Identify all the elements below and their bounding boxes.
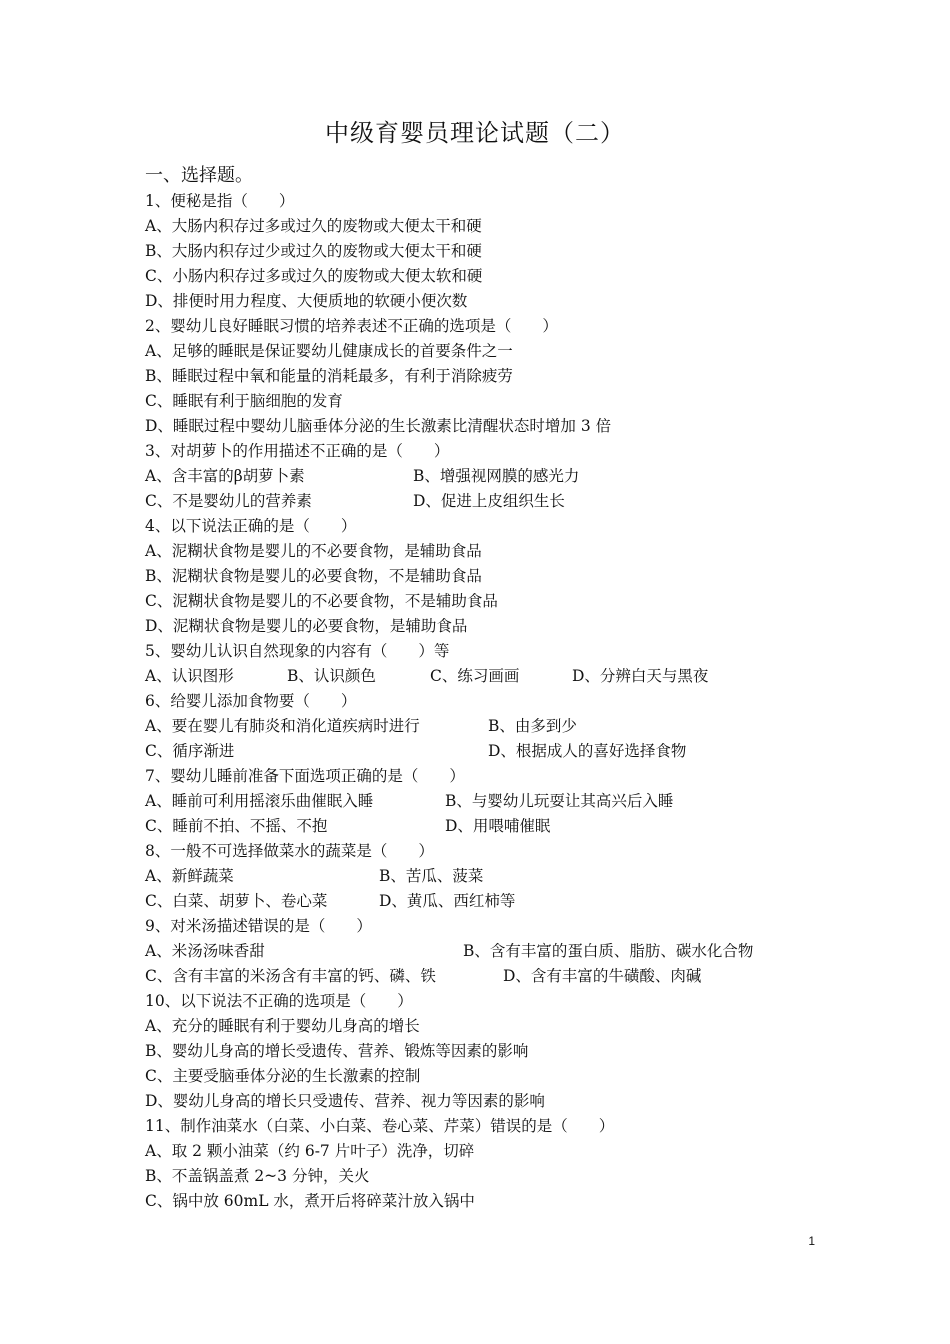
option-b: B、含有丰富的蛋白质、脂肪、碳水化合物 bbox=[463, 942, 754, 960]
section-heading: 一、选择题。 bbox=[145, 165, 253, 186]
option-a: A、含丰富的β胡萝卜素 bbox=[145, 467, 305, 485]
option-a: A、米汤汤味香甜 bbox=[145, 942, 265, 960]
question-text: 11、制作油菜水（白菜、小白菜、卷心菜、芹菜）错误的是（ ） bbox=[145, 1117, 615, 1135]
option-line: A、泥糊状食物是婴儿的不必要食物，是辅助食品 bbox=[145, 542, 482, 560]
option-line: C、泥糊状食物是婴儿的不必要食物，不是辅助食品 bbox=[145, 592, 498, 610]
question-text: 5、婴幼儿认识自然现象的内容有（ ）等 bbox=[145, 642, 450, 660]
option-line: D、睡眠过程中婴幼儿脑垂体分泌的生长激素比清醒状态时增加 3 倍 bbox=[145, 417, 612, 435]
option-d: D、用喂哺催眠 bbox=[445, 817, 551, 835]
page-title: 中级育婴员理论试题（二） bbox=[325, 119, 625, 147]
option-line: B、婴幼儿身高的增长受遗传、营养、锻炼等因素的影响 bbox=[145, 1042, 529, 1060]
question-text: 6、给婴儿添加食物要（ ） bbox=[145, 692, 357, 710]
option-c: C、睡前不拍、不摇、不抱 bbox=[145, 817, 328, 835]
option-line: D、婴幼儿身高的增长只受遗传、营养、视力等因素的影响 bbox=[145, 1092, 545, 1110]
option-line: B、不盖锅盖煮 2~3 分钟，关火 bbox=[145, 1167, 370, 1185]
option-line: A、充分的睡眠有利于婴幼儿身高的增长 bbox=[145, 1017, 420, 1035]
option-c: C、不是婴幼儿的营养素 bbox=[145, 492, 312, 510]
option-line: C、小肠内积存过多或过久的废物或大便太软和硬 bbox=[145, 267, 483, 285]
question-text: 8、一般不可选择做菜水的蔬菜是（ ） bbox=[145, 842, 434, 860]
option-line: D、泥糊状食物是婴儿的必要食物，是辅助食品 bbox=[145, 617, 468, 635]
option-line: C、睡眠有利于脑细胞的发育 bbox=[145, 392, 343, 410]
option-line: A、足够的睡眠是保证婴幼儿健康成长的首要条件之一 bbox=[145, 342, 513, 360]
question-text: 1、便秘是指（ ） bbox=[145, 192, 295, 210]
option-a: A、睡前可利用摇滚乐曲催眠入睡 bbox=[145, 792, 374, 810]
option-b: B、认识颜色 bbox=[287, 667, 376, 685]
option-b: B、由多到少 bbox=[488, 717, 577, 735]
question-text: 2、婴幼儿良好睡眠习惯的培养表述不正确的选项是（ ） bbox=[145, 317, 558, 335]
option-row bbox=[145, 939, 865, 964]
option-row bbox=[145, 789, 865, 814]
option-row bbox=[145, 864, 865, 889]
option-row bbox=[145, 814, 865, 839]
option-b: B、与婴幼儿玩耍让其高兴后入睡 bbox=[445, 792, 674, 810]
question-text: 4、以下说法正确的是（ ） bbox=[145, 517, 357, 535]
option-d: D、分辨白天与黑夜 bbox=[572, 667, 709, 685]
question-text: 7、婴幼儿睡前准备下面选项正确的是（ ） bbox=[145, 767, 465, 785]
question-text: 3、对胡萝卜的作用描述不正确的是（ ） bbox=[145, 442, 450, 460]
option-line: A、取 2 颗小油菜（约 6-7 片叶子）洗净，切碎 bbox=[145, 1142, 475, 1160]
option-a: A、要在婴儿有肺炎和消化道疾病时进行 bbox=[145, 717, 420, 735]
option-c: C、白菜、胡萝卜、卷心菜 bbox=[145, 892, 328, 910]
option-c: C、含有丰富的米汤含有丰富的钙、磷、铁 bbox=[145, 967, 436, 985]
option-d: D、黄瓜、西红柿等 bbox=[379, 892, 516, 910]
option-line: C、主要受脑垂体分泌的生长激素的控制 bbox=[145, 1067, 421, 1085]
option-a: A、认识图形 bbox=[145, 667, 234, 685]
option-b: B、苦瓜、菠菜 bbox=[379, 867, 484, 885]
option-row bbox=[145, 664, 865, 689]
option-line: B、泥糊状食物是婴儿的必要食物，不是辅助食品 bbox=[145, 567, 482, 585]
option-line: A、大肠内积存过多或过久的废物或大便太干和硬 bbox=[145, 217, 482, 235]
option-a: A、新鲜蔬菜 bbox=[145, 867, 234, 885]
option-b: B、增强视网膜的感光力 bbox=[413, 467, 580, 485]
question-text: 9、对米汤描述错误的是（ ） bbox=[145, 917, 372, 935]
option-row bbox=[145, 464, 865, 489]
question-list bbox=[145, 189, 865, 1214]
option-line: D、排便时用力程度、大便质地的软硬小便次数 bbox=[145, 292, 468, 310]
option-row bbox=[145, 964, 865, 989]
option-d: D、根据成人的喜好选择食物 bbox=[488, 742, 687, 760]
option-c: C、循序渐进 bbox=[145, 742, 235, 760]
option-d: D、促进上皮组织生长 bbox=[413, 492, 565, 510]
question-text: 10、以下说法不正确的选项是（ ） bbox=[145, 992, 413, 1010]
option-line: B、大肠内积存过少或过久的废物或大便太干和硬 bbox=[145, 242, 482, 260]
option-d: D、含有丰富的牛磺酸、肉碱 bbox=[503, 967, 702, 985]
option-c: C、练习画画 bbox=[430, 667, 520, 685]
option-line: B、睡眠过程中氧和能量的消耗最多，有利于消除疲劳 bbox=[145, 367, 513, 385]
option-row bbox=[145, 739, 865, 764]
option-row bbox=[145, 714, 865, 739]
option-line: C、锅中放 60mL 水，煮开后将碎菜汁放入锅中 bbox=[145, 1192, 475, 1210]
option-row bbox=[145, 889, 865, 914]
page-number: 1 bbox=[808, 1234, 815, 1248]
option-row bbox=[145, 489, 865, 514]
